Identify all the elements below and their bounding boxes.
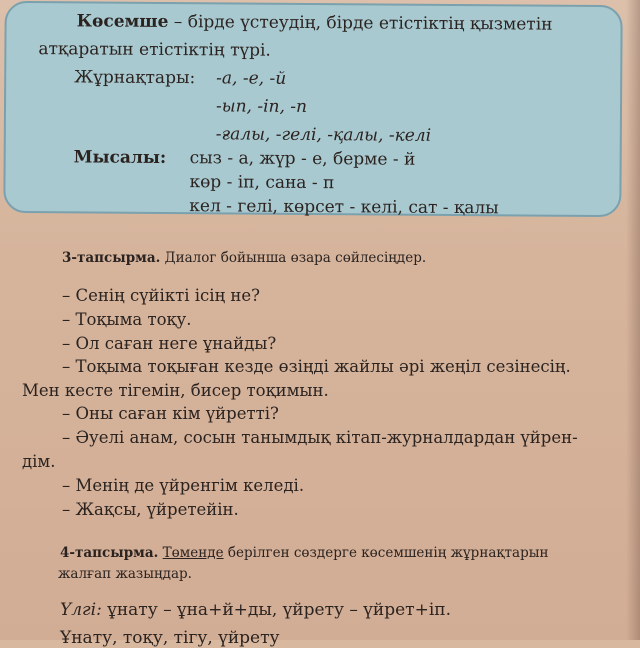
pattern-label: Үлгі: bbox=[60, 600, 102, 620]
dialog-line-6: – Оны саған кім үйретті? bbox=[62, 404, 279, 423]
task-4-instruction-line2: жалғап жазыңдар. bbox=[58, 566, 192, 582]
rule-definition-line1 bbox=[77, 11, 553, 34]
task-3-number: 3-тапсырма. bbox=[62, 250, 161, 266]
dialog-line-9: – Менің де үйренгім келеді. bbox=[62, 476, 305, 495]
task-4-instruction-underlined: Төменде bbox=[162, 545, 224, 561]
task-3-instruction: Диалог бойынша өзара сөйлесіңдер. bbox=[160, 250, 427, 266]
example-label: Мысалы: bbox=[73, 147, 167, 168]
suffix-row-1: -а, -е, -й bbox=[216, 68, 287, 89]
dialog-line-10: – Жақсы, үйретейін. bbox=[62, 500, 239, 519]
rule-definition-line2: атқаратын етістіктің түрі. bbox=[38, 39, 271, 61]
pattern-text: ұнату – ұна+й+ды, үйрету – үйрет+іп. bbox=[101, 600, 451, 620]
page-edge-shadow bbox=[626, 0, 640, 640]
pattern-example bbox=[60, 600, 451, 620]
dialog-line-8: дім. bbox=[22, 452, 56, 471]
task-4-number: 4-тапсырма. bbox=[60, 545, 159, 561]
suffix-row-3: -ғалы, -гелі, -қалы, -келі bbox=[215, 124, 432, 146]
dialog-line-2: – Тоқыма тоқу. bbox=[62, 310, 192, 329]
rule-definition-text: – бірде үстеудің, бірде етістіктің қызметін bbox=[168, 11, 553, 35]
dialog-line-3: – Ол саған неге ұнайды? bbox=[62, 334, 277, 353]
suffix-row-2: -ып, -іп, -п bbox=[215, 96, 308, 117]
suffix-label: Жұрнақтары: bbox=[74, 67, 196, 89]
grammar-rule-box bbox=[3, 1, 622, 217]
dialog-line-7: – Әуелі анам, сосын танымдық кітап-журналдардан үйрен- bbox=[62, 428, 578, 447]
example-row-2: көр - іп, сана - п bbox=[189, 172, 335, 194]
pattern-next-line: Ұнату, тоқу, тігу, үйрету bbox=[60, 628, 280, 648]
dialog-line-1: – Сенің сүйікті ісің не? bbox=[62, 286, 261, 305]
task-4-instruction: берілген сөздерге көсемшенің жұрнақтарын bbox=[223, 545, 549, 561]
example-row-3: кел - гелі, көрсет - келі, сат - қалы bbox=[189, 196, 499, 219]
example-row-1: сыз - а, жүр - е, берме - й bbox=[189, 148, 416, 170]
task-3-heading bbox=[62, 250, 426, 266]
dialog-line-4: – Тоқыма тоқыған кезде өзіңді жайлы әрі жеңіл сезінесің. bbox=[62, 357, 571, 376]
task-4-heading bbox=[60, 545, 548, 561]
rule-term: Көсемше bbox=[76, 11, 169, 32]
dialog-line-5: Мен кесте тігемін, бисер тоқимын. bbox=[22, 381, 329, 400]
